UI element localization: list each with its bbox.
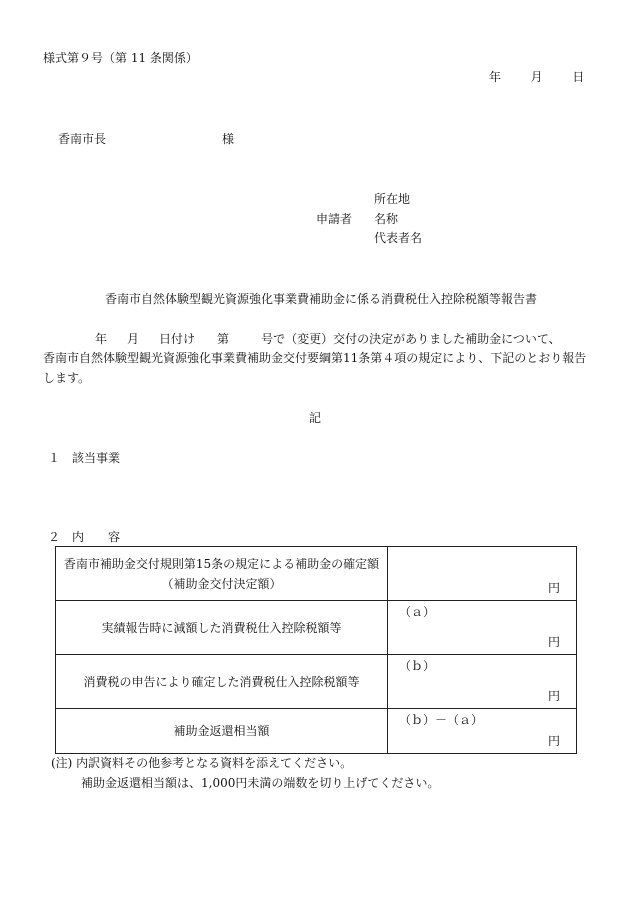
date-day: 日: [572, 70, 585, 84]
section1-number: １: [48, 451, 61, 465]
row-code: （ａ）: [399, 605, 436, 619]
section2-title: 内 容: [72, 530, 121, 544]
date-year: 年: [489, 70, 502, 84]
applicant-label: 申請者: [316, 212, 353, 226]
applicant-address-label: 所在地: [374, 192, 411, 206]
row-label-cell: [56, 547, 388, 601]
body-day: 日付け: [159, 332, 196, 346]
applicant-representative-label: 代表者名: [374, 231, 423, 245]
row-code: （ｂ）: [399, 659, 436, 673]
row-label: 香南市補助金交付規則第15条の規定による補助金の確定額: [63, 556, 380, 571]
date-month: 月: [530, 70, 543, 84]
yen-unit: 円: [547, 635, 560, 649]
section2-number: ２: [48, 530, 61, 544]
yen-unit: 円: [547, 689, 560, 703]
yen-unit: 円: [547, 734, 560, 748]
applicant-name-label: 名称: [374, 212, 399, 226]
amount-cell[interactable]: [388, 601, 577, 655]
addressee-honorific: 様: [222, 132, 235, 146]
document-title: 香南市自然体験型観光資源強化事業費補助金に係る消費税仕入控除税額等報告書: [105, 292, 538, 306]
row-label-cell: [56, 601, 388, 655]
body-line3: します。: [43, 371, 91, 385]
body-line2: 香南市自然体験型観光資源強化事業費補助金交付要綱第11条第４項の規定により、下記のとおり報告: [43, 351, 587, 365]
row-label-sub: （補助金交付決定額）: [161, 576, 282, 591]
form-number: 様式第９号（第 11 条関係）: [43, 51, 198, 65]
date-line: [489, 70, 584, 84]
note-1: (注) 内訳資料その他参考となる資料を添えてください。: [51, 756, 353, 770]
amount-cell[interactable]: [388, 547, 577, 601]
row-label: 消費税の申告により確定した消費税仕入控除税額等: [83, 674, 360, 689]
amount-cell[interactable]: [388, 709, 577, 754]
body-rest: 号で（変更）交付の決定がありました補助金について、: [261, 332, 561, 346]
row-label-cell: [56, 709, 388, 754]
content-table: [55, 546, 577, 754]
addressee-name: 香南市長: [58, 132, 107, 146]
ki-mark: 記: [309, 411, 322, 425]
table-row: [56, 655, 577, 709]
body-year: 年: [95, 332, 108, 346]
table-row: [56, 547, 577, 601]
row-code: （ｂ）－（ａ）: [399, 713, 484, 727]
body-month: 月: [127, 332, 140, 346]
body-no: 第: [217, 332, 230, 346]
yen-unit: 円: [547, 581, 560, 595]
row-label: 実績報告時に減額した消費税仕入控除税額等: [101, 620, 342, 635]
table-row: [56, 709, 577, 754]
note-2: 補助金返還相当額は、1,000円未満の端数を切り上げてください。: [81, 776, 440, 790]
row-label-cell: [56, 655, 388, 709]
amount-cell[interactable]: [388, 655, 577, 709]
row-label: 補助金返還相当額: [173, 724, 270, 738]
table-row: [56, 601, 577, 655]
section1-title: 該当事業: [72, 451, 121, 465]
body-line1: [95, 332, 561, 346]
